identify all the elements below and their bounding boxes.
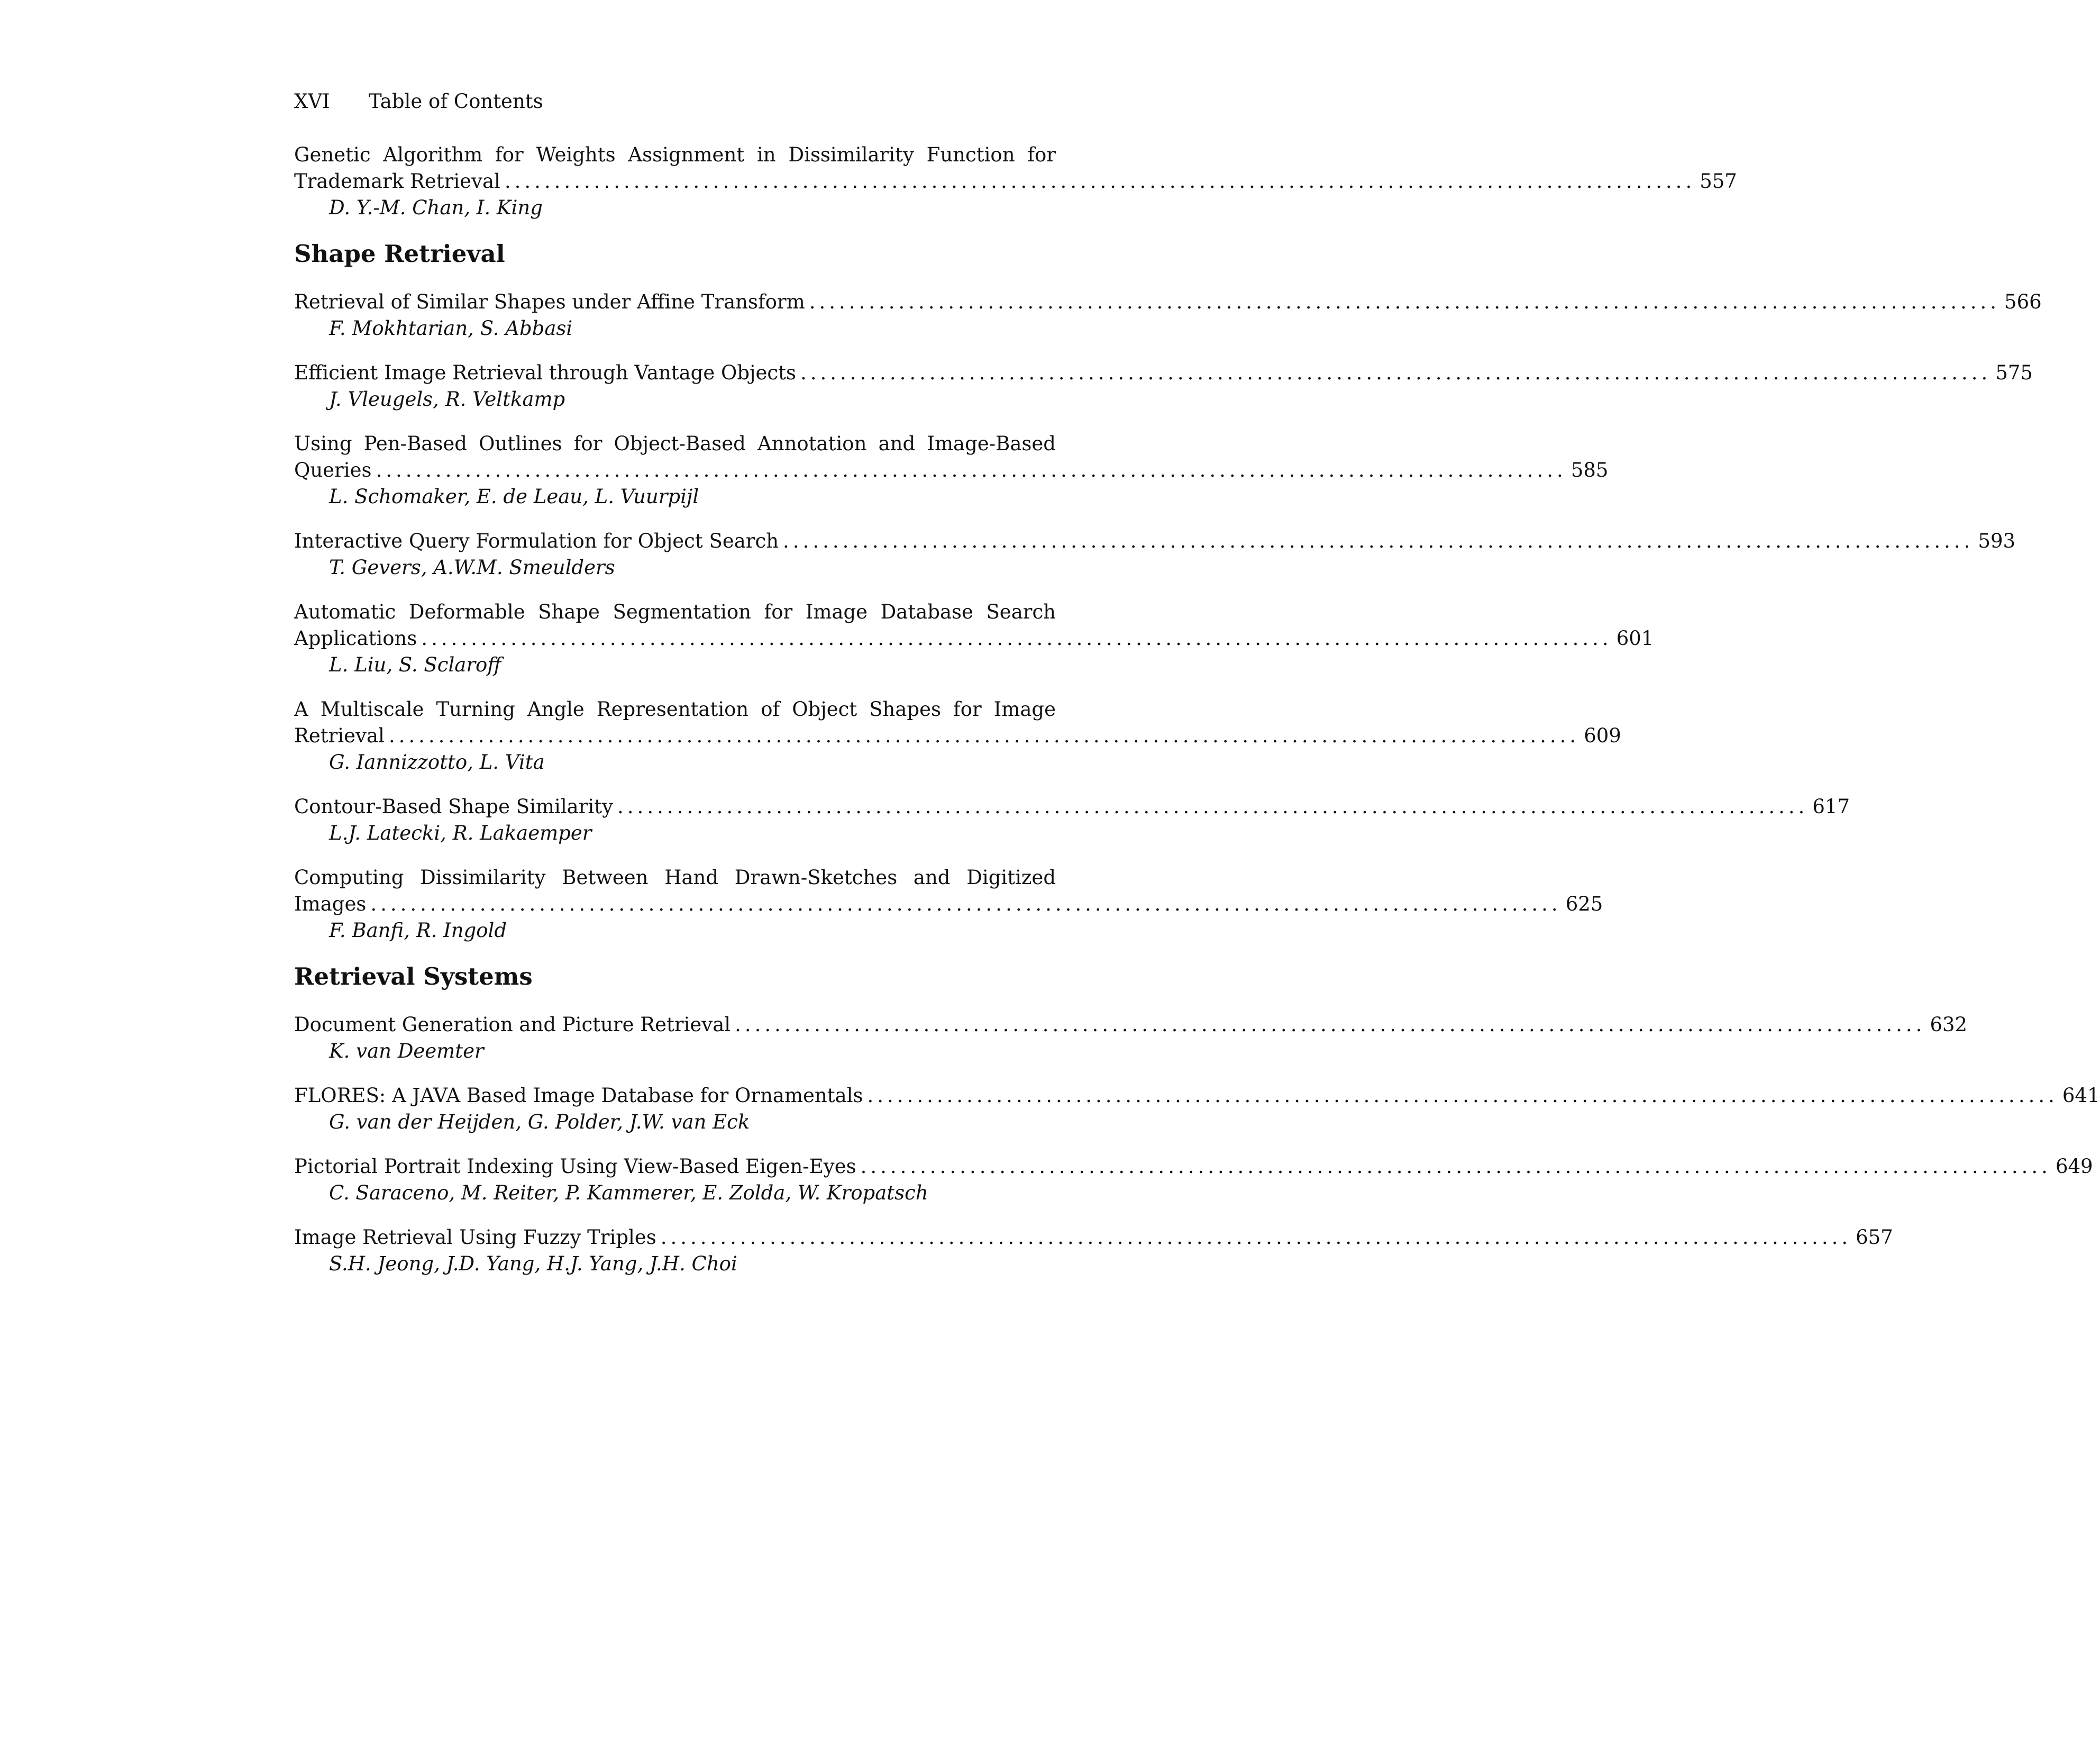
entry-title <box>294 865 1603 917</box>
entry-title-text: Retrieval of Similar Shapes under Affine Transform <box>294 290 805 313</box>
entry-title <box>294 142 1737 195</box>
dot-leader: ........................................................................................................................ <box>421 627 1612 650</box>
entry-authors: K. van Deemter <box>329 1040 484 1062</box>
entry-title-line: Automatic Deformable Shape Segmentation for Image Database Search <box>294 601 1056 623</box>
dot-leader: ........................................................................................................................ <box>783 530 1974 552</box>
toc-entry <box>294 431 1609 510</box>
entry-title <box>294 528 2016 554</box>
entry-title-lastline <box>294 528 2016 554</box>
entry-title-line: Computing Dissimilarity Between Hand Drawn-Sketches and Digitized <box>294 866 1056 889</box>
entry-title <box>294 1224 1893 1251</box>
entry-authors: L. Liu, S. Sclaroff <box>329 653 501 676</box>
entry-title <box>294 696 1621 749</box>
page-number: 566 <box>2004 290 2042 313</box>
page-number: 601 <box>1616 627 1654 650</box>
running-head <box>294 89 1056 114</box>
page-number: 575 <box>1995 361 2033 384</box>
toc-entry <box>294 696 1621 776</box>
page-number: 609 <box>1584 724 1621 747</box>
entry-title-text: Contour-Based Shape Similarity <box>294 795 614 818</box>
entry-title-text: Images <box>294 893 367 915</box>
page-number: 585 <box>1571 459 1609 481</box>
toc-entry <box>294 599 1654 678</box>
entry-title-line: Using Pen-Based Outlines for Object-Based Annotation and Image-Based <box>294 432 1056 455</box>
page-number: 617 <box>1812 795 1850 818</box>
entry-title-text: Image Retrieval Using Fuzzy Triples <box>294 1226 656 1249</box>
entry-title <box>294 1153 2093 1180</box>
toc-entry <box>294 865 1603 944</box>
dot-leader: ........................................................................................................................ <box>735 1013 1926 1036</box>
entry-title-text: Efficient Image Retrieval through Vantage Objects <box>294 361 796 384</box>
entry-authors: T. Gevers, A.W.M. Smeulders <box>329 556 615 579</box>
entry-title-lastline <box>294 1012 1968 1038</box>
toc-entry <box>294 289 2042 342</box>
dot-leader: ........................................................................................................................ <box>860 1155 2051 1178</box>
entry-authors: G. van der Heijden, G. Polder, J.W. van Eck <box>329 1111 750 1133</box>
running-title: Table of Contents <box>369 90 543 113</box>
toc-entry <box>294 1083 2100 1135</box>
page-number: 649 <box>2055 1155 2093 1178</box>
dot-leader: ........................................................................................................................ <box>370 893 1562 915</box>
entry-title-text: Retrieval <box>294 724 385 747</box>
entry-title-lastline <box>294 457 1609 484</box>
entry-title-text: Pictorial Portrait Indexing Using View-Based Eigen-Eyes <box>294 1155 856 1178</box>
toc-entry <box>294 360 2033 413</box>
dot-leader: ........................................................................................................................ <box>388 724 1580 747</box>
page-number: 557 <box>1700 170 1737 193</box>
entry-title <box>294 360 2033 386</box>
entry-authors: F. Banfi, R. Ingold <box>329 919 507 942</box>
entry-title-lastline <box>294 625 1654 652</box>
toc-entry <box>294 528 2016 581</box>
entry-authors: C. Saraceno, M. Reiter, P. Kammerer, E. Zolda, W. Kropatsch <box>329 1181 928 1204</box>
entry-authors: D. Y.-M. Chan, I. King <box>329 196 543 219</box>
page-number: 593 <box>1978 530 2016 552</box>
dot-leader: ........................................................................................................................ <box>617 795 1809 818</box>
dot-leader: ........................................................................................................................ <box>800 361 1992 384</box>
entry-title-text: Trademark Retrieval <box>294 170 500 193</box>
section-heading: Retrieval Systems <box>294 962 533 990</box>
entry-authors: L.J. Latecki, R. Lakaemper <box>329 822 592 844</box>
entry-title <box>294 431 1609 484</box>
toc-list <box>294 142 2100 1277</box>
entry-authors: S.H. Jeong, J.D. Yang, H.J. Yang, J.H. Choi <box>329 1252 737 1275</box>
entry-title <box>294 1012 1968 1038</box>
toc-entry <box>294 1153 2093 1206</box>
entry-title-text: Interactive Query Formulation for Object Search <box>294 530 779 552</box>
entry-title-line: A Multiscale Turning Angle Representation of Object Shapes for Image <box>294 698 1056 721</box>
entry-title-lastline <box>294 1224 1893 1251</box>
entry-authors: J. Vleugels, R. Veltkamp <box>329 388 565 411</box>
entry-title <box>294 289 2042 315</box>
toc-entry <box>294 794 1850 847</box>
toc-entry <box>294 1224 1893 1277</box>
page-number: 625 <box>1565 893 1603 915</box>
entry-authors: F. Mokhtarian, S. Abbasi <box>329 317 573 340</box>
page-folio: XVI <box>294 90 330 113</box>
entry-title-lastline <box>294 1153 2093 1180</box>
entry-title <box>294 794 1850 820</box>
entry-title-lastline <box>294 168 1737 195</box>
dot-leader: ........................................................................................................................ <box>504 170 1696 193</box>
entry-title-text: Queries <box>294 459 372 481</box>
page-number: 641 <box>2062 1084 2100 1107</box>
entry-title <box>294 599 1654 652</box>
entry-title-lastline <box>294 360 2033 386</box>
entry-title-lastline <box>294 1083 2100 1109</box>
dot-leader: ........................................................................................................................ <box>376 459 1567 481</box>
entry-authors: L. Schomaker, E. de Leau, L. Vuurpijl <box>329 485 699 508</box>
entry-authors: G. Iannizzotto, L. Vita <box>329 751 545 774</box>
toc-page <box>294 89 2100 1295</box>
entry-title <box>294 1083 2100 1109</box>
toc-entry <box>294 142 1737 221</box>
entry-title-text: Document Generation and Picture Retrieval <box>294 1013 731 1036</box>
toc-entry <box>294 1012 1968 1065</box>
page-number: 657 <box>1856 1226 1893 1249</box>
page-number: 632 <box>1930 1013 1968 1036</box>
section-heading: Shape Retrieval <box>294 240 505 268</box>
dot-leader: ........................................................................................................................ <box>867 1084 2058 1107</box>
entry-title-lastline <box>294 289 2042 315</box>
entry-title-lastline <box>294 794 1850 820</box>
entry-title-text: Applications <box>294 627 417 650</box>
entry-title-line: Genetic Algorithm for Weights Assignment in Dissimilarity Function for <box>294 143 1056 166</box>
entry-title-text: FLORES: A JAVA Based Image Database for Ornamentals <box>294 1084 863 1107</box>
entry-title-lastline <box>294 723 1621 749</box>
entry-title-lastline <box>294 891 1603 917</box>
dot-leader: ........................................................................................................................ <box>809 290 2001 313</box>
dot-leader: ........................................................................................................................ <box>660 1226 1852 1249</box>
